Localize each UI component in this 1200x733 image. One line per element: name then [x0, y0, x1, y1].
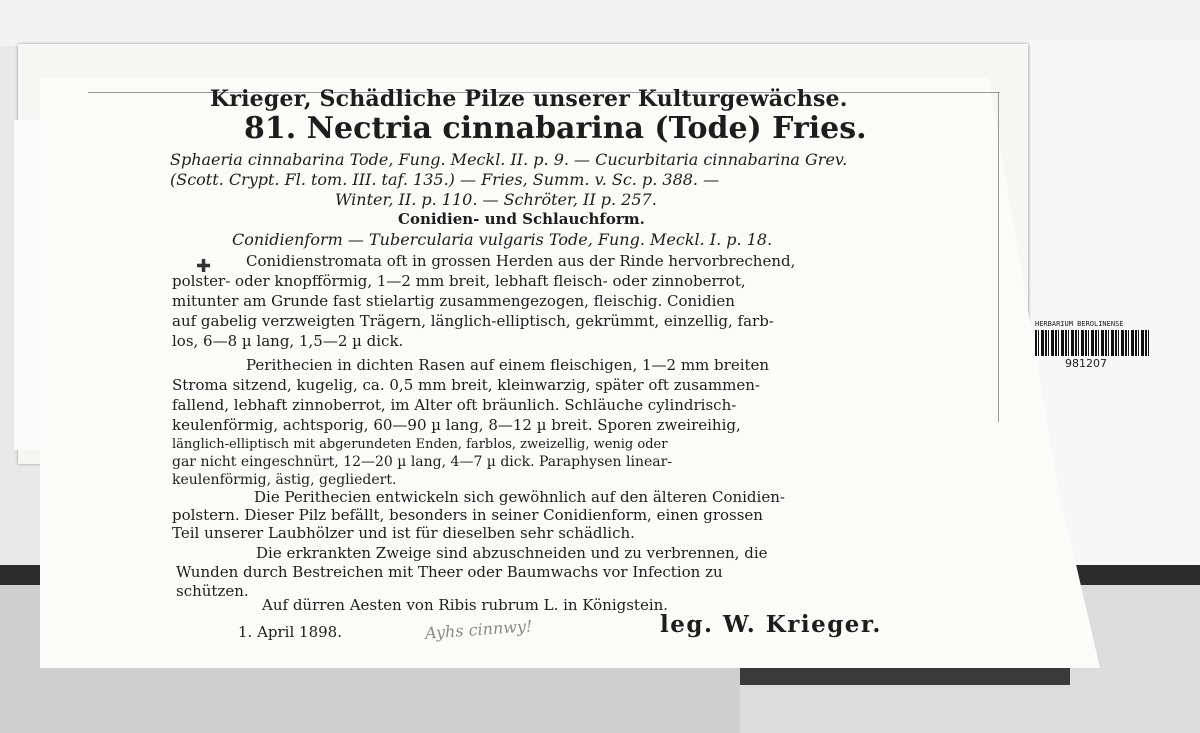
barcode-caption: HERBARIUM BEROLINENSE — [1035, 320, 1124, 328]
barcode-bars — [1035, 330, 1150, 356]
paragraph-line: keulenförmig, ästig, gegliedert. — [172, 472, 397, 488]
barcode-label — [1035, 320, 1150, 370]
handwritten-annotation: Ayhs cinnwy! — [424, 616, 533, 643]
background-top — [0, 0, 1200, 46]
synonym-line: (Scott. Crypt. Fl. tom. III. taf. 135.) — Fries, Summ. v. Sc. p. 388. — — [170, 170, 720, 189]
paragraph-line: keulenförmig, achtsporig, 60—90 µ lang, 8—12 µ breit. Sporen zweireihig, — [172, 416, 741, 434]
collection-date: 1. April 1898. — [238, 623, 342, 641]
conidial-form-line: Conidienform — Tubercularia vulgaris Tode, Fung. Meckl. I. p. 18. — [232, 230, 773, 249]
paragraph-line: Perithecien in dichten Rasen auf einem fleischigen, 1—2 mm breiten — [246, 356, 770, 374]
paragraph-line: Die erkrankten Zweige sind abzuschneiden und zu verbrennen, die — [256, 544, 768, 562]
synonym-line: Winter, II. p. 110. — Schröter, II p. 257. — [335, 190, 657, 209]
paragraph-line: Conidienstromata oft in grossen Herden aus der Rinde hervorbrechend, — [246, 252, 796, 270]
paragraph-line: schützen. — [176, 582, 249, 600]
paragraph-line: Wunden durch Bestreichen mit Theer oder Baumwachs vor Infection zu — [176, 563, 723, 581]
locality-line: Auf dürren Aesten von Ribis rubrum L. in Königstein. — [262, 596, 669, 614]
paragraph-line: Stroma sitzend, kugelig, ca. 0,5 mm breit, kleinwarzig, später oft zusammen- — [172, 376, 760, 394]
label-frame-right — [998, 92, 999, 422]
synonym-line: Sphaeria cinnabarina Tode, Fung. Meckl. II. p. 9. — Cucurbitaria cinnabarina Grev. — [170, 150, 848, 169]
paragraph-line: los, 6—8 µ lang, 1,5—2 µ dick. — [172, 332, 404, 350]
paragraph-line: fallend, lebhaft zinnoberrot, im Alter oft bräunlich. Schläuche cylindrisch- — [172, 396, 737, 414]
paragraph-line: mitunter am Grunde fast stielartig zusammengezogen, fleischig. Conidien — [172, 292, 735, 310]
paragraph-line: polstern. Dieser Pilz befällt, besonders in seiner Conidienform, einen grossen — [172, 506, 763, 524]
form-heading: Conidien- und Schlauchform. — [398, 210, 645, 228]
barcode-number: 981207 — [1065, 357, 1107, 370]
species-title: 81. Nectria cinnabarina (Tode) Fries. — [244, 111, 867, 146]
paragraph-line: gar nicht eingeschnürt, 12—20 µ lang, 4—7 µ dick. Paraphysen linear- — [172, 454, 673, 470]
paragraph-line: länglich-elliptisch mit abgerundeten Enden, farblos, zweizellig, wenig oder — [172, 437, 668, 452]
paragraph-line: Die Perithecien entwickeln sich gewöhnlich auf den älteren Conidien- — [254, 488, 785, 506]
paragraph-line: Teil unserer Laubhölzer und ist für dieselben sehr schädlich. — [172, 524, 635, 542]
collector-signature: leg. W. Krieger. — [660, 611, 882, 638]
series-header: Krieger, Schädliche Pilze unserer Kulturgewächse. — [210, 86, 848, 112]
pencil-mark: ✚ — [196, 256, 212, 277]
paragraph-line: auf gabelig verzweigten Trägern, länglich-elliptisch, gekrümmt, einzellig, farb- — [172, 312, 774, 330]
paragraph-line: polster- oder knopfförmig, 1—2 mm breit, lebhaft fleisch- oder zinnoberrot, — [172, 272, 746, 290]
